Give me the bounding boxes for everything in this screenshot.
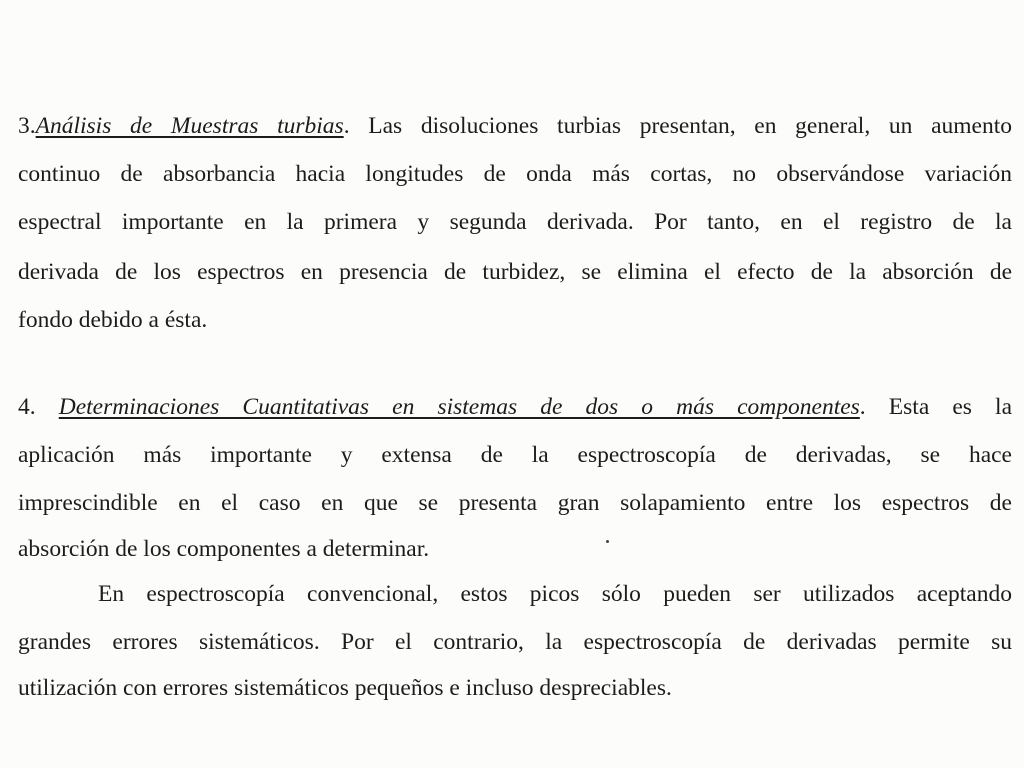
section-3-line-3: espectral importante en la primera y segunda derivada. Por tanto, en el registro de la xyxy=(18,209,1012,235)
section-4-line-2: aplicación más importante y extensa de la espectroscopía de derivadas, se hace xyxy=(18,442,1012,468)
section-4-line-3: imprescindible en el caso en que se presenta gran solapamiento entre los espectros de xyxy=(18,490,1012,516)
section-3-heading: Análisis de Muestras turbias xyxy=(35,113,344,139)
section-3-line-4: derivada de los espectros en presencia de turbidez, se elimina el efecto de la absorción de xyxy=(18,259,1012,285)
scan-speck xyxy=(606,540,609,543)
section-3-line-2: continuo de absorbancia hacia longitudes de onda más cortas, no observándose variación xyxy=(18,161,1012,187)
section-3-line-1 xyxy=(18,112,1012,140)
paragraph-line-1: En espectroscopía convencional, estos picos sólo pueden ser utilizados aceptando xyxy=(98,581,1012,607)
section-3-number: 3. xyxy=(18,113,36,139)
section-4-line-1 xyxy=(18,393,1012,421)
section-3-line-1-text: . Las disoluciones turbias presentan, en general, un aumento xyxy=(343,113,1013,139)
section-4-heading: Determinaciones Cuantitativas en sistemas de dos o más componentes xyxy=(58,394,860,420)
section-3-line-5: fondo debido a ésta. xyxy=(18,307,208,333)
section-4-number: 4. xyxy=(18,394,36,420)
paragraph-line-3: utilización con errores sistemáticos pequeños e incluso despreciables. xyxy=(18,675,672,701)
paragraph-line-2: grandes errores sistemáticos. Por el contrario, la espectroscopía de derivadas permite su xyxy=(18,629,1012,655)
section-4-line-4: absorción de los componentes a determinar. xyxy=(18,536,430,562)
section-4-line-1-text: . Esta es la xyxy=(859,394,1013,420)
